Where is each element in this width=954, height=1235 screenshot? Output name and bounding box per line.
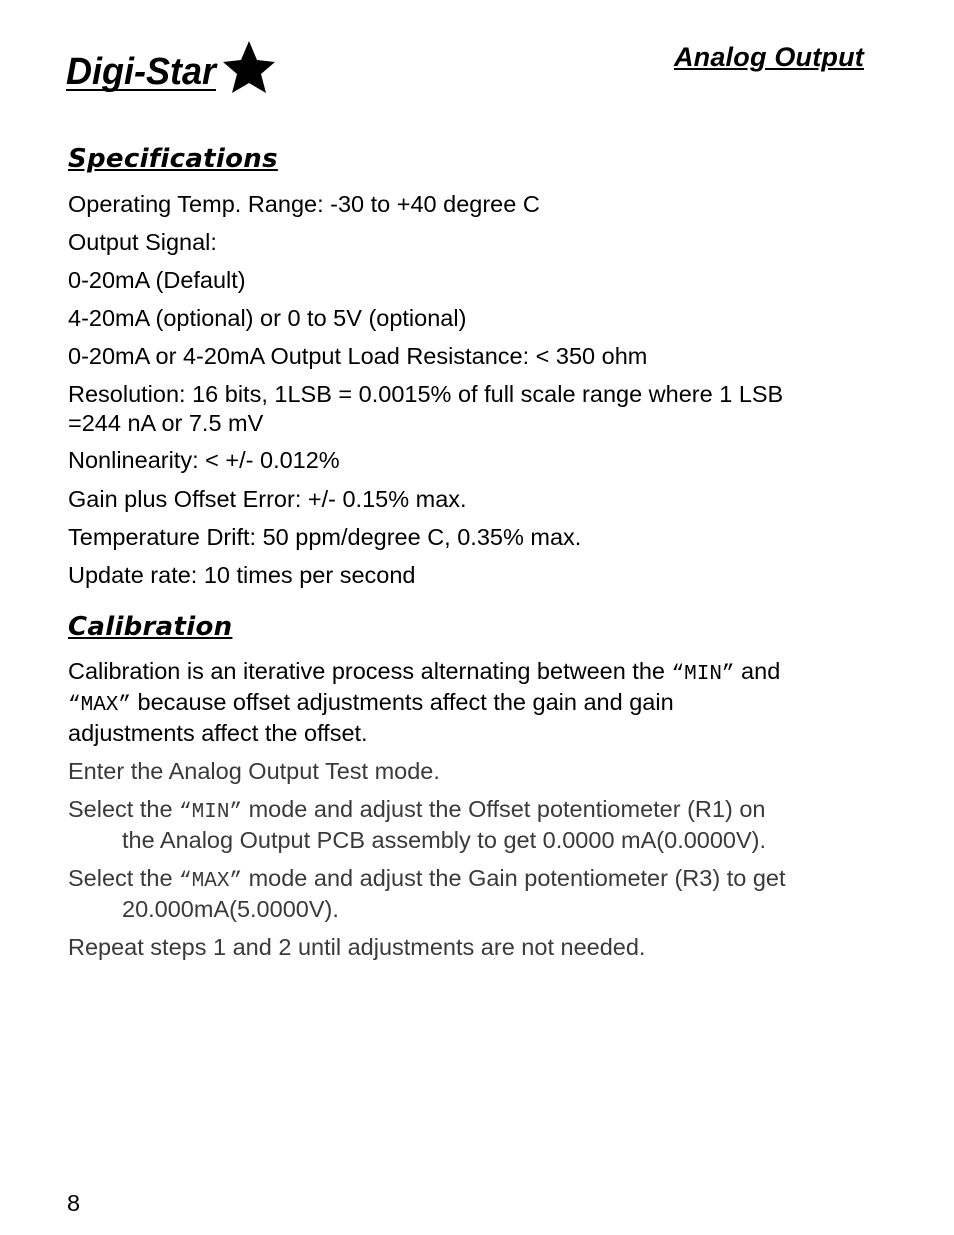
intro-text: because offset adjustments affect the gain and gain	[131, 689, 674, 715]
spec-item: 0-20mA (Default)	[68, 267, 246, 293]
calibration-step-continuation: the Analog Output PCB assembly to get 0.0000 mA(0.0000V).	[122, 827, 767, 853]
spec-item: Output Signal:	[68, 229, 217, 255]
digi-star-logo	[64, 38, 276, 96]
min-code: “MIN”	[179, 801, 243, 824]
max-code: “MAX”	[68, 694, 132, 717]
calibration-heading: Calibration	[68, 612, 233, 642]
spec-item: Temperature Drift: 50 ppm/degree C, 0.35% max.	[68, 524, 582, 550]
spec-item: Update rate: 10 times per second	[68, 562, 416, 588]
calibration-step	[68, 864, 786, 896]
calibration-intro-line: adjustments affect the offset.	[68, 720, 368, 746]
intro-text: Calibration is an iterative process alternating between the	[68, 658, 672, 684]
calibration-intro-line	[68, 688, 674, 720]
calibration-step: Enter the Analog Output Test mode.	[68, 758, 440, 784]
step-text: Select the	[68, 865, 180, 891]
step-text: mode and adjust the Gain potentiometer (R3) to get	[242, 865, 786, 891]
spec-item: Nonlinearity: < +/- 0.012%	[68, 447, 340, 473]
calibration-intro-line	[68, 657, 780, 689]
calibration-step: Repeat steps 1 and 2 until adjustments are not needed.	[68, 934, 646, 960]
step-text: mode and adjust the Offset potentiometer (R1) on	[242, 796, 766, 822]
star-icon	[223, 41, 275, 93]
spec-item: =244 nA or 7.5 mV	[68, 410, 264, 436]
page-header-title: Analog Output	[673, 42, 864, 72]
max-code: “MAX”	[179, 870, 243, 893]
spec-item: Operating Temp. Range: -30 to +40 degree C	[68, 191, 540, 217]
specifications-heading: Specifications	[68, 144, 278, 174]
spec-item: 4-20mA (optional) or 0 to 5V (optional)	[68, 305, 467, 331]
calibration-step-continuation: 20.000mA(5.0000V).	[122, 896, 339, 922]
intro-text: and	[734, 658, 781, 684]
logo-wordmark: Digi-Star	[66, 51, 219, 93]
step-text: Select the	[68, 796, 180, 822]
page-number: 8	[67, 1190, 81, 1216]
spec-item: 0-20mA or 4-20mA Output Load Resistance: < 350 ohm	[68, 343, 648, 369]
spec-item: Gain plus Offset Error: +/- 0.15% max.	[68, 486, 467, 512]
calibration-step	[68, 795, 765, 827]
spec-item: Resolution: 16 bits, 1LSB = 0.0015% of full scale range where 1 LSB	[68, 381, 784, 407]
min-code: “MIN”	[671, 663, 735, 686]
